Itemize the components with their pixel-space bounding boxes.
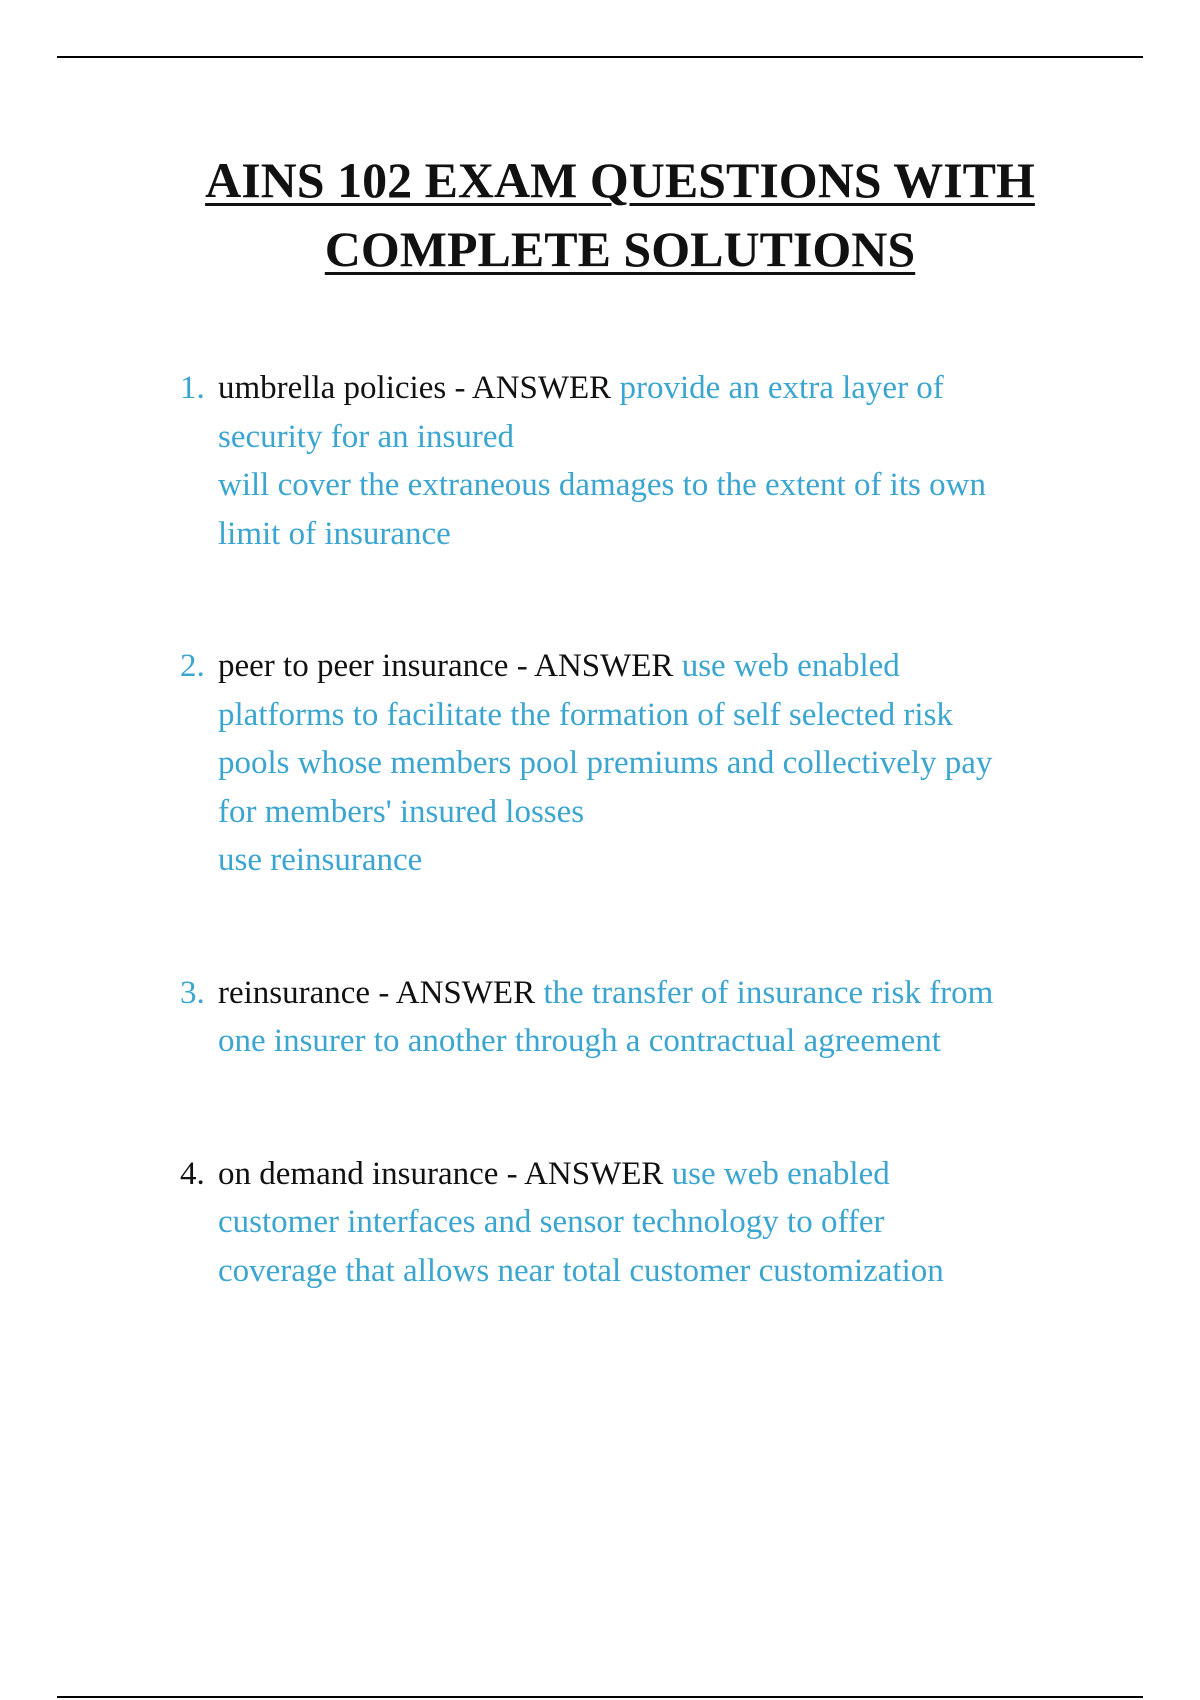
question-term: umbrella policies	[218, 370, 447, 406]
question-list	[180, 364, 1080, 1295]
answer-separator: - ANSWER	[498, 1155, 664, 1192]
answer-line: security for an insured	[218, 418, 514, 455]
answer-separator: - ANSWER	[446, 370, 612, 406]
page-title	[0, 146, 1200, 284]
title-line-1: AINS 102 EXAM QUESTIONS WITH	[205, 152, 1035, 208]
question-number: 2.	[180, 648, 205, 684]
question-item-2	[180, 642, 1080, 885]
answer-line: pools whose members pool premiums and collectively pay	[218, 745, 993, 781]
answer-line: one insurer to another through a contractual agreement	[218, 1023, 941, 1059]
answer-line: use web enabled	[671, 1155, 890, 1192]
answer-separator: - ANSWER	[370, 974, 536, 1011]
top-rule	[57, 56, 1143, 58]
answer-line: limit of insurance	[218, 515, 451, 552]
answer-line: platforms to facilitate the formation of self selected risk	[218, 696, 953, 733]
answer-line: the transfer of insurance risk from	[543, 974, 994, 1011]
bottom-rule	[57, 1696, 1143, 1698]
question-item-4	[180, 1150, 1080, 1296]
answer-separator: - ANSWER	[508, 648, 674, 684]
answer-line: use web enabled	[681, 648, 900, 684]
answer-label: ANSWER	[395, 974, 536, 1011]
answer-label: ANSWER	[534, 648, 674, 684]
question-item-3	[180, 969, 1080, 1066]
answer-line: use reinsurance	[218, 842, 423, 878]
question-term: reinsurance	[218, 974, 371, 1011]
title-line-2: COMPLETE SOLUTIONS	[324, 221, 916, 277]
answer-label: ANSWER	[524, 1155, 664, 1192]
answer-line: will cover the extraneous damages to the extent of its own	[218, 467, 986, 503]
question-item-1	[180, 364, 1080, 558]
question-number: 1.	[180, 370, 205, 406]
question-number: 3.	[180, 974, 205, 1011]
question-term: peer to peer insurance	[218, 648, 509, 684]
answer-line: customer interfaces and sensor technology to offer	[218, 1204, 885, 1240]
answer-line: provide an extra layer of	[619, 370, 944, 406]
question-term: on demand insurance	[218, 1155, 499, 1192]
question-number: 4.	[180, 1155, 205, 1192]
answer-line: for members' insured losses	[218, 793, 585, 830]
answer-line: coverage that allows near total customer customization	[218, 1252, 944, 1289]
answer-label: ANSWER	[471, 370, 612, 406]
